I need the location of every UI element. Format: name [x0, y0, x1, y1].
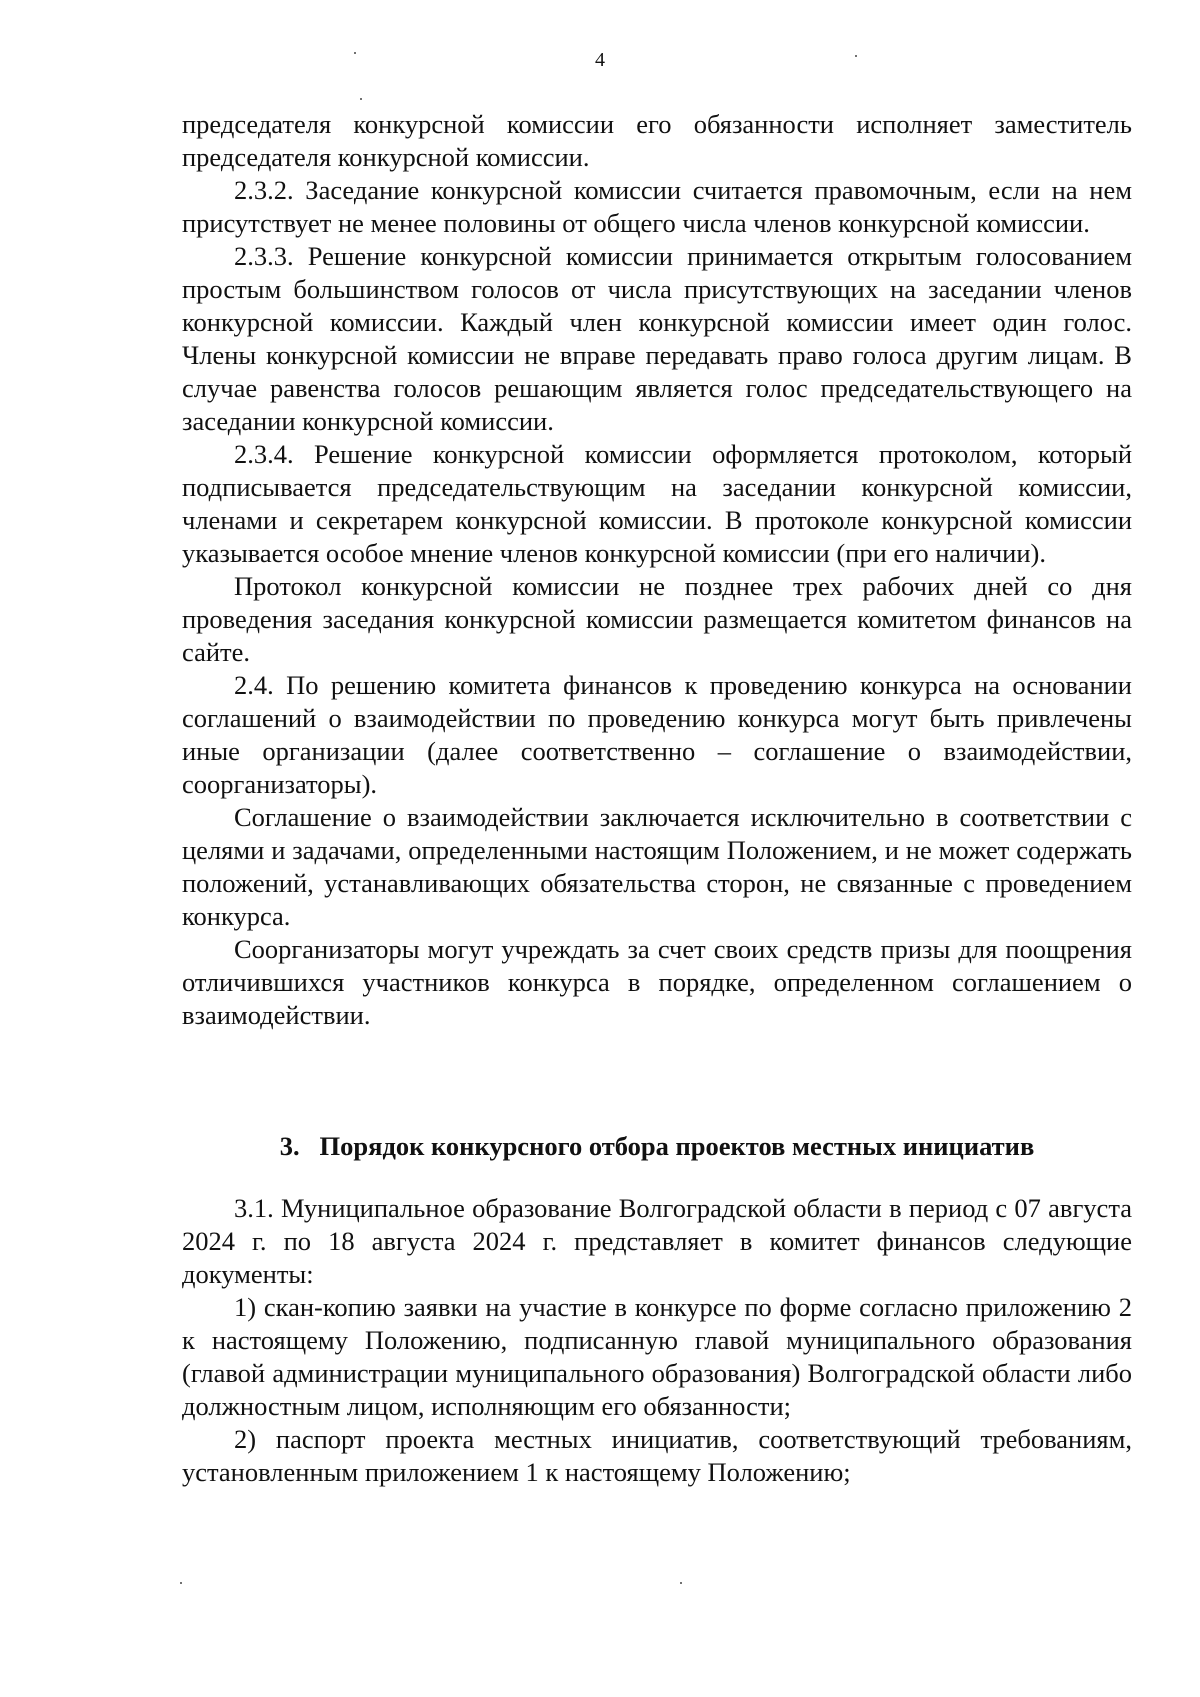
paragraph: 2.3.3. Решение конкурсной комиссии принимается открытым голосованием простым большинством голосов от числа присутствующих на заседании членов конкурсной комиссии. Каждый член конкурсной комиссии имеет один голос. Члены конкурсной комиссии не вправе передавать право голоса другим лицам. В случае равенства голосов решающим является голос председательствующего на заседании конкурсной комиссии. [182, 241, 1132, 436]
paragraph: 2.3.2. Заседание конкурсной комиссии считается правомочным, если на нем присутствует не менее половины от общего числа членов конкурсной комиссии. [182, 175, 1132, 238]
scan-speck [680, 1582, 682, 1584]
paragraphs-before [182, 108, 1132, 1032]
paragraphs-after [182, 1192, 1132, 1489]
scan-speck [360, 98, 362, 100]
scan-speck [180, 1582, 182, 1584]
section-title: 3. Порядок конкурсного отбора проектов местных инициатив [279, 1131, 1035, 1161]
paragraph: 3.1. Муниципальное образование Волгоградской области в период с 07 августа 2024 г. по 18 августа 2024 г. представляет в комитет финансов следующие документы: [182, 1193, 1132, 1289]
scan-speck [855, 55, 857, 57]
document-body [182, 108, 1132, 1489]
paragraph: 1) скан-копию заявки на участие в конкурсе по форме согласно приложению 2 к настоящему Положению, подписанную главой муниципального образования (главой администрации муниципального образования) Волгоградской области либо должностным лицом, исполняющим его обязанности; [182, 1292, 1132, 1421]
paragraph: Соорганизаторы могут учреждать за счет своих средств призы для поощрения отличившихся участников конкурса в порядке, определенном соглашением о взаимодействии. [182, 934, 1132, 1030]
paragraph: 2.4. По решению комитета финансов к проведению конкурса на основании соглашений о взаимодействии по проведению конкурса могут быть привлечены иные организации (далее соответственно – соглашение о взаимодействии, соорганизаторы). [182, 670, 1132, 799]
page-number: 4 [595, 49, 605, 71]
paragraph: председателя конкурсной комиссии его обязанности исполняет заместитель председателя конкурсной комиссии. [182, 109, 1132, 172]
paragraph: Соглашение о взаимодействии заключается исключительно в соответствии с целями и задачами, определенными настоящим Положением, и не может содержать положений, устанавливающих обязательства сторон, не связанные с проведением конкурса. [182, 802, 1132, 931]
paragraph: 2) паспорт проекта местных инициатив, соответствующий требованиям, установленным приложением 1 к настоящему Положению; [182, 1424, 1132, 1487]
paragraph: Протокол конкурсной комиссии не позднее трех рабочих дней со дня проведения заседания конкурсной комиссии размещается комитетом финансов на сайте. [182, 571, 1132, 667]
scan-speck [354, 52, 356, 54]
paragraph: 2.3.4. Решение конкурсной комиссии оформляется протоколом, который подписывается председательствующим на заседании конкурсной комиссии, членами и секретарем конкурсной комиссии. В протоколе конкурсной комиссии указывается особое мнение членов конкурсной комиссии (при его наличии). [182, 439, 1132, 568]
